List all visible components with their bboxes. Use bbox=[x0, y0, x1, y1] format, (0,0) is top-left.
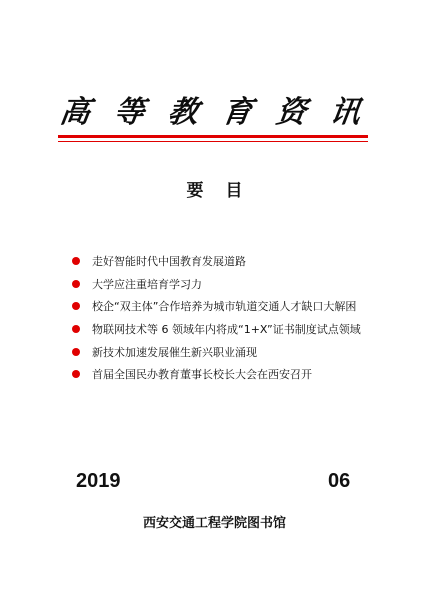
issue-number: 06 bbox=[328, 470, 351, 492]
contents-item bbox=[72, 250, 402, 273]
bullet-dot-icon bbox=[72, 370, 80, 378]
masthead-char: 讯 bbox=[327, 95, 363, 130]
masthead-title bbox=[57, 93, 363, 133]
contents-item bbox=[72, 295, 402, 318]
contents-list bbox=[72, 250, 402, 386]
issue-year: 2019 bbox=[76, 470, 121, 492]
contents-item bbox=[72, 363, 402, 386]
masthead-char: 资 bbox=[273, 95, 309, 130]
contents-item-text: 新技术加速发展催生新兴职业涌现 bbox=[92, 345, 257, 359]
contents-item bbox=[72, 340, 402, 363]
masthead-rule-thin bbox=[58, 141, 368, 142]
contents-item bbox=[72, 318, 402, 341]
masthead-char: 教 bbox=[165, 95, 201, 130]
bullet-dot-icon bbox=[72, 280, 80, 288]
contents-item-text: 校企“双主体”合作培养为城市轨道交通人才缺口大解困 bbox=[92, 300, 357, 314]
contents-item-text: 首届全国民办教育董事长校长大会在西安召开 bbox=[92, 368, 312, 382]
bullet-dot-icon bbox=[72, 302, 80, 310]
contents-item-text: 走好智能时代中国教育发展道路 bbox=[92, 255, 246, 269]
masthead-char: 育 bbox=[219, 95, 255, 130]
masthead-char: 等 bbox=[111, 95, 147, 130]
bullet-dot-icon bbox=[72, 257, 80, 265]
contents-item-text: 大学应注重培育学习力 bbox=[92, 277, 202, 291]
masthead-char: 高 bbox=[57, 95, 93, 130]
contents-heading: 要目 bbox=[186, 181, 265, 201]
masthead-rule-thick bbox=[58, 135, 368, 138]
contents-item bbox=[72, 273, 402, 296]
contents-item-text: 物联网技术等 6 领域年内将成“1+X”证书制度试点领域 bbox=[92, 323, 361, 337]
bullet-dot-icon bbox=[72, 325, 80, 333]
bullet-dot-icon bbox=[72, 348, 80, 356]
publisher-name: 西安交通工程学院图书馆 bbox=[142, 516, 286, 531]
